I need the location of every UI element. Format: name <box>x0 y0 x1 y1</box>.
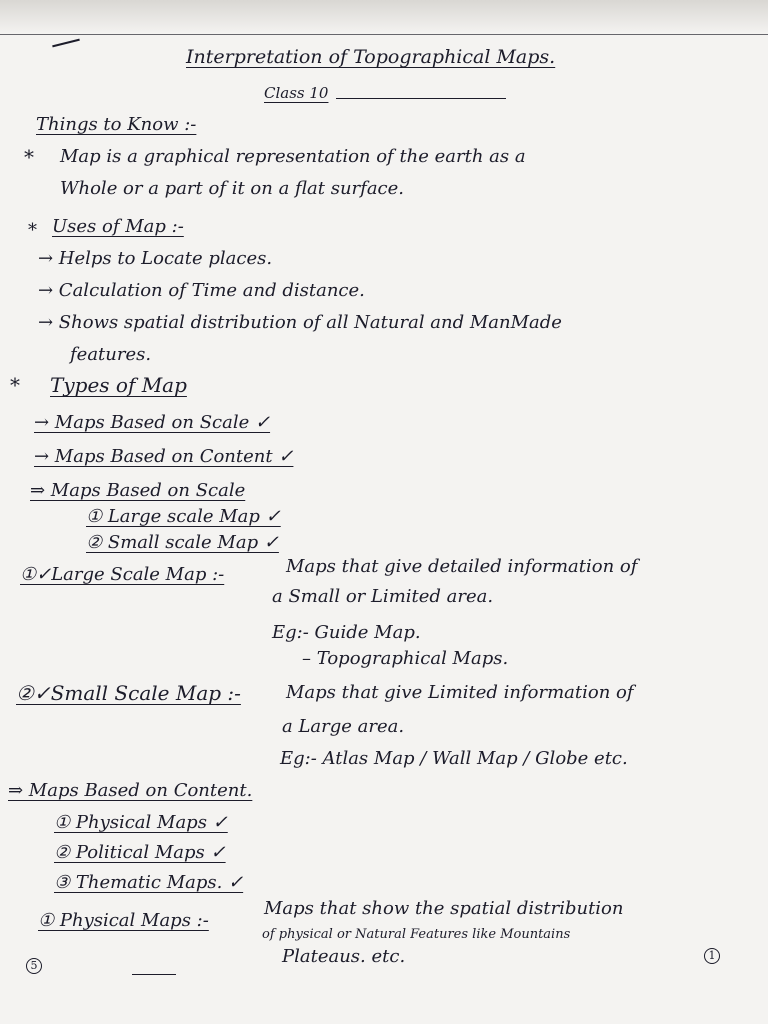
types-heading: Types of Map <box>50 373 187 397</box>
small-scale-def-2: a Large area. <box>282 716 405 737</box>
uses-item: → Calculation of Time and distance. <box>38 280 365 301</box>
footer-dash <box>132 974 176 975</box>
uses-bullet: * <box>28 220 37 241</box>
small-scale-eg: Eg:- Atlas Map / Wall Map / Globe etc. <box>280 748 628 769</box>
page-number-right: 1 <box>704 948 720 964</box>
large-scale-eg-2: – Topographical Maps. <box>302 648 509 669</box>
class-underline <box>336 98 506 99</box>
physical-def-3: Plateaus. etc. <box>282 946 406 967</box>
large-scale-def-2: a Small or Limited area. <box>272 586 494 607</box>
large-scale-eg-1: Eg:- Guide Map. <box>272 622 421 643</box>
large-scale-def-1: Maps that give detailed information of <box>286 556 638 577</box>
page-number-left: 5 <box>26 958 42 974</box>
small-scale-def-1: Maps that give Limited information of <box>286 682 634 703</box>
def-line-2: Whole or a part of it on a flat surface. <box>60 178 405 199</box>
physical-def-2: of physical or Natural Features like Mountains <box>262 927 571 942</box>
uses-item: features. <box>70 344 152 365</box>
content-heading: ⇒ Maps Based on Content. <box>8 780 253 801</box>
pen-mark <box>52 39 80 48</box>
content-item: ③ Thematic Maps. ✓ <box>54 872 244 893</box>
types-bullet: * <box>10 373 20 397</box>
uses-heading: Uses of Map :- <box>52 216 184 237</box>
uses-item: → Helps to Locate places. <box>38 248 273 269</box>
page-top-rule <box>0 34 768 35</box>
physical-def-1: Maps that show the spatial distribution <box>264 898 624 919</box>
page-title: Interpretation of Topographical Maps. <box>186 46 556 68</box>
content-item: ① Physical Maps ✓ <box>54 812 228 833</box>
things-heading: Things to Know :- <box>36 114 197 135</box>
class-line: Class 10 <box>264 84 329 102</box>
def-line-1: Map is a graphical representation of the earth as a <box>60 146 526 167</box>
scale-heading: ⇒ Maps Based on Scale <box>30 480 246 501</box>
small-scale-label: ②✓Small Scale Map :- <box>16 681 241 705</box>
scale-item: ② Small scale Map ✓ <box>86 532 279 553</box>
types-item: → Maps Based on Scale ✓ <box>34 412 271 433</box>
types-item: → Maps Based on Content ✓ <box>34 446 294 467</box>
def-bullet: * <box>24 145 34 169</box>
scale-item: ① Large scale Map ✓ <box>86 506 281 527</box>
content-item: ② Political Maps ✓ <box>54 842 226 863</box>
physical-maps-label: ① Physical Maps :- <box>38 910 209 931</box>
large-scale-label: ①✓Large Scale Map :- <box>20 564 225 585</box>
uses-item: → Shows spatial distribution of all Natural and ManMade <box>38 312 562 333</box>
